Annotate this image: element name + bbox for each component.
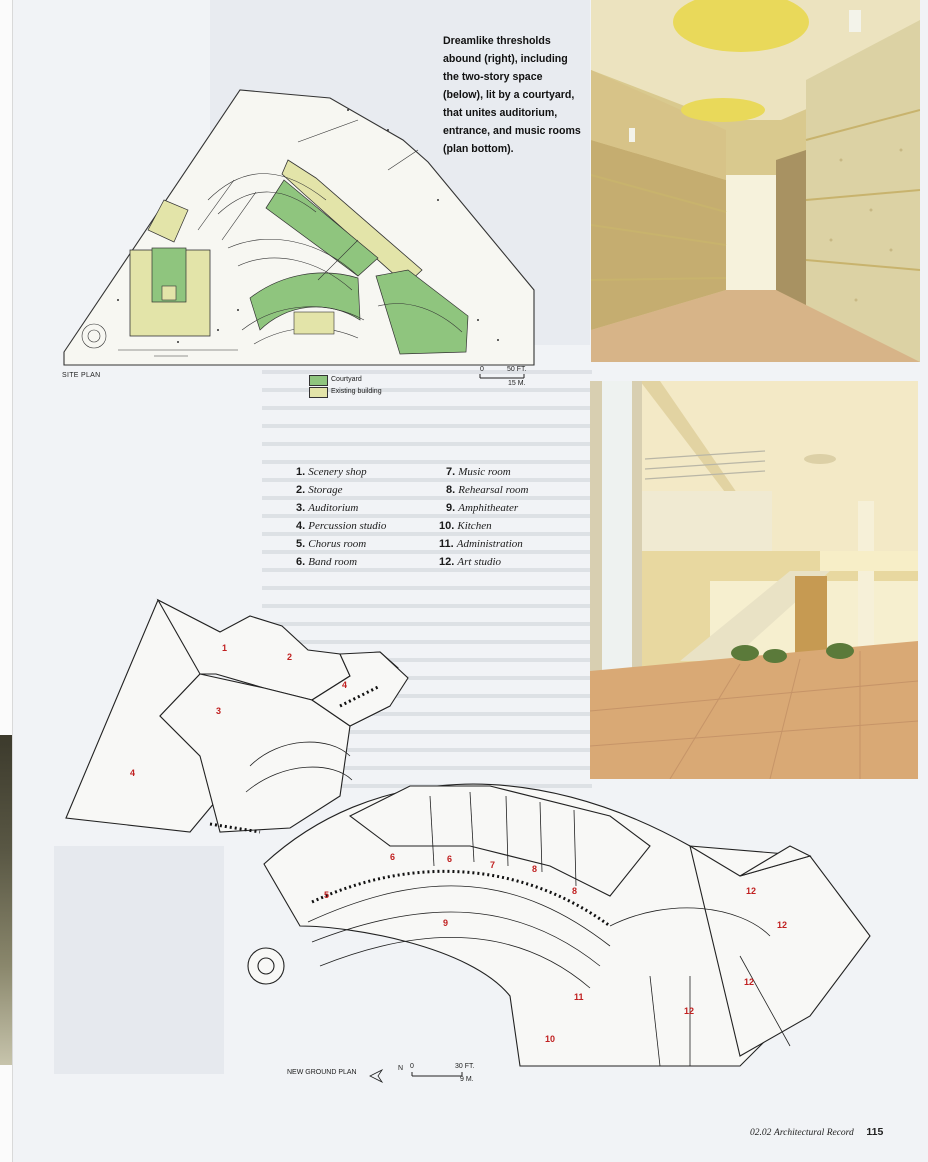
room-number: 12	[777, 920, 788, 930]
room-number: 7	[490, 860, 496, 870]
site-plan-label: SITE PLAN	[62, 372, 101, 379]
room-number: 6	[447, 854, 453, 864]
site-scale-zero: 0	[480, 366, 484, 373]
ground-plan-label: NEW GROUND PLAN	[287, 1069, 357, 1076]
key-item: 4. Percussion studio	[296, 520, 387, 532]
plan-scale-m: 9 M.	[460, 1076, 474, 1083]
key-item: 5. Chorus room	[296, 538, 367, 550]
legend-swatch-courtyard	[309, 375, 328, 386]
north-arrow-icon	[370, 1070, 382, 1082]
room-number: 12	[746, 886, 757, 896]
room-number: 12	[684, 1006, 695, 1016]
key-item: 7. Music room	[446, 466, 511, 478]
plan-scale-zero: 0	[410, 1063, 414, 1070]
key-item: 6. Band room	[296, 556, 358, 568]
ground-plan-drawing	[50, 596, 880, 1076]
room-number: 11	[574, 992, 584, 1002]
corridor-photo	[591, 0, 920, 362]
north-label: N	[398, 1065, 404, 1072]
key-item: 12. Art studio	[439, 556, 502, 568]
key-item: 1. Scenery shop	[296, 466, 367, 478]
legend-label-existing: Existing building	[331, 388, 382, 395]
page-number: 115	[866, 1126, 884, 1138]
plan-ghost-block	[54, 846, 224, 1074]
key-item: 3. Auditorium	[296, 502, 359, 514]
room-number: 8	[572, 886, 578, 896]
page-footer	[750, 1126, 883, 1138]
room-number: 10	[545, 1034, 556, 1044]
issue-date: 02.02	[750, 1128, 772, 1138]
site-scale-m: 15 M.	[508, 380, 526, 387]
room-number: 5	[324, 890, 330, 900]
room-number: 1	[222, 643, 228, 653]
room-number: 2	[287, 652, 293, 662]
room-number: 4	[130, 768, 136, 778]
photo-caption: Dreamlike thresholds abound (right), including the two-story space (below), lit by a courtyard, that unites auditorium, entrance, and music rooms (plan bottom).	[443, 35, 581, 155]
key-item: 9. Amphitheater	[446, 502, 519, 514]
room-number: 12	[744, 977, 755, 987]
site-plan-drawing	[58, 80, 538, 370]
plan-scale-ft: 30 FT.	[455, 1063, 475, 1070]
room-number: 6	[390, 852, 396, 862]
key-item: 10. Kitchen	[439, 520, 492, 532]
key-item: 2. Storage	[296, 484, 343, 496]
adjacent-page-photo-edge	[0, 735, 12, 1065]
room-number: 8	[532, 864, 538, 874]
room-number: 4	[342, 680, 348, 690]
legend-swatch-existing	[309, 387, 328, 398]
room-number: 3	[216, 706, 222, 716]
legend-label-courtyard: Courtyard	[331, 376, 362, 383]
magazine-name: Architectural Record	[774, 1128, 854, 1138]
room-number: 9	[443, 918, 449, 928]
key-item: 11. Administration	[439, 538, 523, 550]
site-scale-ft: 50 FT.	[507, 366, 527, 373]
key-item: 8. Rehearsal room	[446, 484, 529, 496]
ground-plan-scale	[368, 1064, 468, 1088]
